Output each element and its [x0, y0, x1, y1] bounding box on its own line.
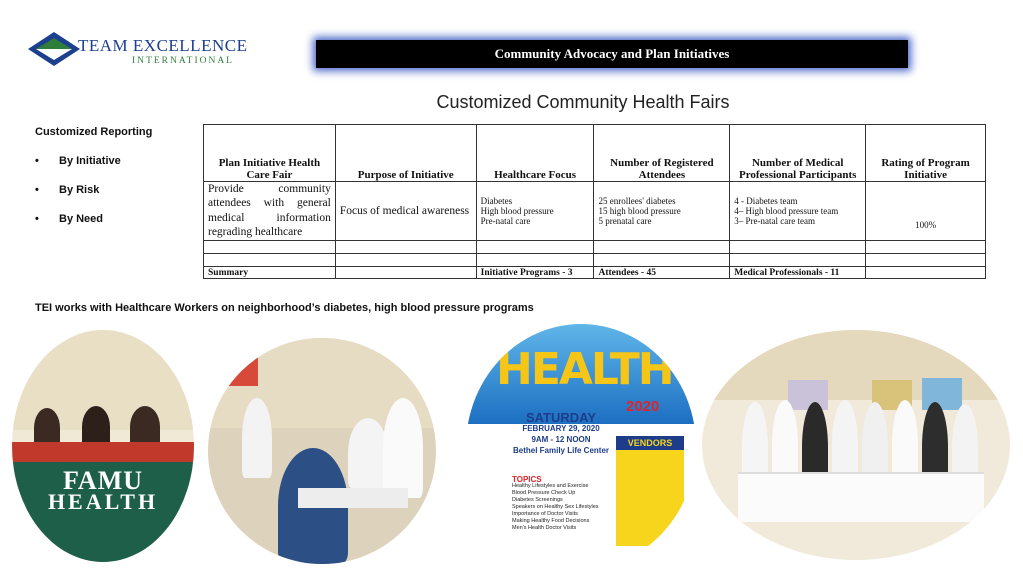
summary-cell: Medical Professionals - 11 — [730, 266, 866, 278]
vendors-heading: VENDORS — [616, 436, 684, 450]
list-item: • By Initiative — [35, 155, 152, 167]
professional-item: 4 - Diabetes team — [734, 195, 798, 206]
table-row — [204, 240, 986, 253]
attendee-item: 25 enrollees' diabetes — [598, 195, 676, 206]
summary-cell: Attendees - 45 — [594, 266, 730, 278]
initiative-cell: Provide community attendees with general medical information regrading healthcare — [204, 182, 336, 241]
poster-topics — [512, 476, 612, 532]
col-header: Rating of Program Initiative — [866, 125, 986, 182]
list-item: • By Risk — [35, 184, 152, 196]
poster-day: SATURDAY — [525, 410, 597, 425]
summary-row — [204, 266, 986, 278]
health-fair-poster — [466, 324, 696, 569]
reporting-list — [35, 126, 152, 242]
topic-item: Men's Health Doctor Visits — [512, 525, 577, 531]
focus-item: High blood pressure — [480, 205, 554, 216]
section-banner — [316, 40, 908, 68]
summary-cell — [335, 266, 476, 278]
summary-cell — [866, 266, 986, 278]
list-item: • By Need — [35, 213, 152, 225]
purpose-cell: Focus of medical awareness — [335, 182, 476, 241]
rating-cell: 100% — [866, 182, 986, 241]
poster-date — [506, 412, 616, 456]
col-header: Healthcare Focus — [476, 125, 594, 182]
health-text: HEALTH — [47, 489, 159, 514]
attendee-item: 5 prenatal care — [598, 215, 652, 226]
health-fair-table — [203, 124, 986, 279]
screening-photo — [208, 338, 436, 564]
col-header: Number of Registered Attendees — [594, 125, 730, 182]
professional-item: 3– Pre-natal care team — [734, 215, 816, 226]
famu-banner — [12, 466, 194, 514]
professional-item: 4– High blood pressure team — [734, 205, 839, 216]
col-header: Plan Initiative Health Care Fair — [204, 125, 336, 182]
table-row — [204, 182, 986, 241]
col-header: Number of Medical Professional Participants — [730, 125, 866, 182]
logo-diamond-icon — [28, 30, 80, 68]
table-row — [204, 253, 986, 266]
topic-item: Blood Pressure Check Up — [512, 490, 576, 496]
topic-item: Speakers on Healthy Sex Lifestyles — [512, 504, 599, 510]
summary-cell: Summary — [204, 266, 336, 278]
team-excellence-logo — [28, 28, 248, 72]
focus-item: Pre-natal care — [480, 215, 531, 226]
poster-vendors — [616, 436, 684, 546]
professionals-cell — [730, 182, 866, 241]
logo-name: TEAM EXCELLENCE — [78, 36, 248, 55]
poster-title: HEALTH — [496, 344, 673, 395]
focus-cell — [476, 182, 594, 241]
poster-venue: Bethel Family Life Center — [512, 446, 610, 455]
famu-text: FAMU — [62, 466, 144, 495]
poster-date-text: FEBRUARY 29, 2020 — [522, 424, 600, 433]
summary-cell: Initiative Programs - 3 — [476, 266, 594, 278]
page-title: Customized Community Health Fairs — [436, 92, 730, 112]
table-header-row — [204, 125, 986, 182]
logo-subtitle: INTERNATIONAL — [132, 56, 234, 66]
poster-year: 2020 — [626, 398, 660, 415]
famu-health-photo — [12, 330, 194, 562]
group-photo — [702, 330, 1010, 560]
focus-item: Diabetes — [480, 195, 513, 206]
topic-item: Making Healthy Food Decisions — [512, 518, 590, 524]
topic-item: Diabetes Screenings — [512, 497, 563, 503]
attendees-cell — [594, 182, 730, 241]
reporting-heading: Customized Reporting — [35, 126, 153, 138]
col-header: Purpose of Initiative — [335, 125, 476, 182]
topic-item: Importance of Doctor Visits — [512, 511, 578, 517]
banner-text: Community Advocacy and Plan Initiatives — [494, 46, 730, 61]
poster-time: 9AM - 12 NOON — [531, 435, 591, 444]
program-note: TEI works with Healthcare Workers on neighborhood’s diabetes, high blood pressure programs — [35, 302, 534, 314]
topics-heading: TOPICS — [512, 475, 542, 484]
topic-item: Healthy Lifestyles and Exercise — [512, 483, 589, 489]
attendee-item: 15 high blood pressure — [598, 205, 681, 216]
